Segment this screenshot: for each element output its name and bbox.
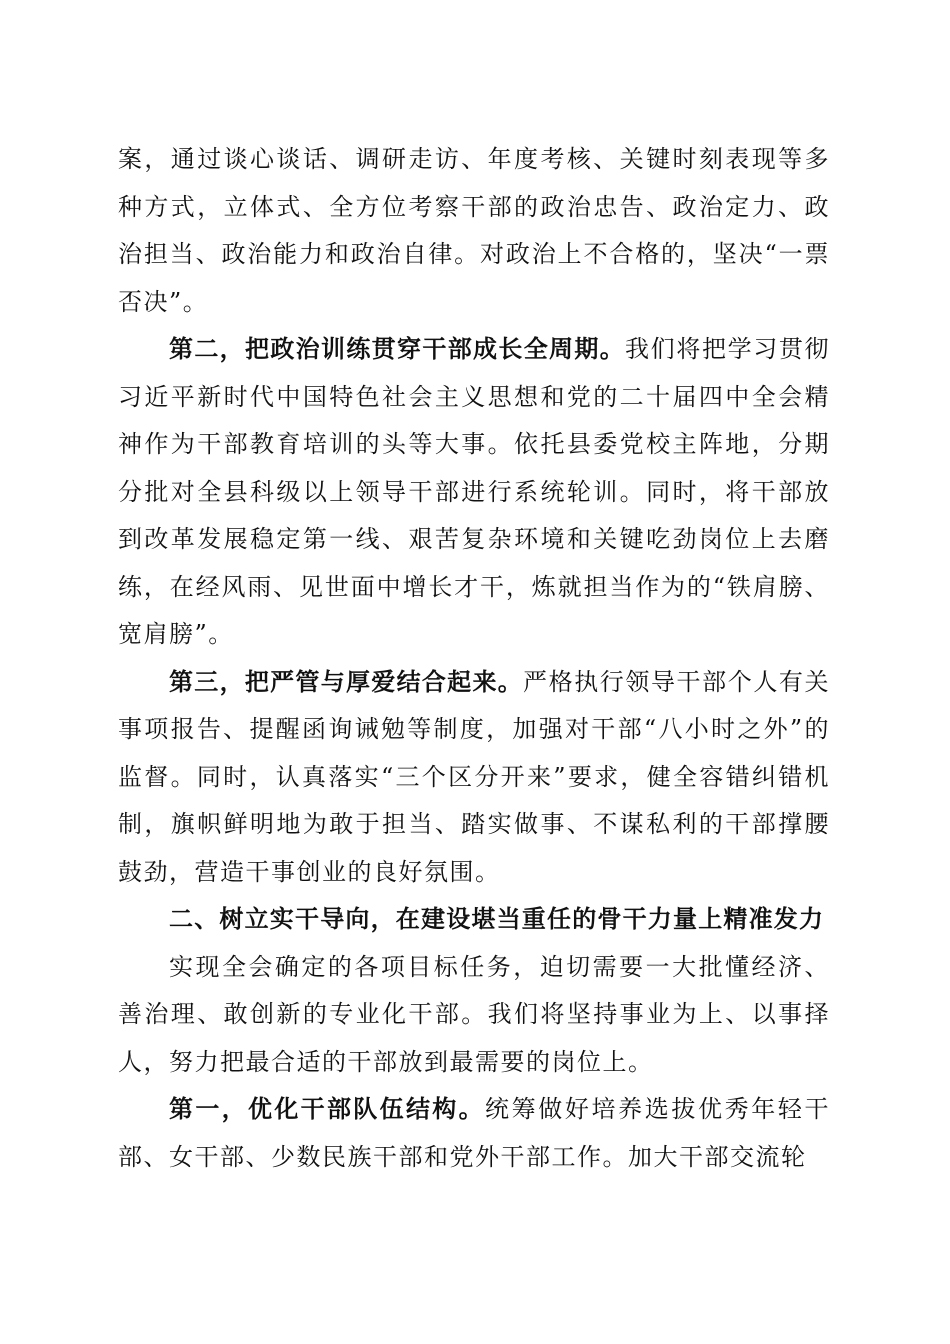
paragraph-text: 案，通过谈心谈话、调研走访、年度考核、关键时刻表现等多种方式，立体式、全方位考察干部的政治忠告、政治定力、政治担当、政治能力和政治自律。对政治上不合格的，坚决“一票否决”。: [118, 145, 830, 316]
paragraph-text: 统筹做好培养选拔优秀年轻干部、女干部、少数民族干部和党外干部工作。加大干部交流轮: [118, 1095, 830, 1171]
document-page: [118, 136, 830, 1181]
paragraph-point-one: [118, 1086, 830, 1181]
paragraph-text: 严格执行领导干部个人有关事项报告、提醒函询诫勉等制度，加强对干部“八小时之外”的监督。同时，认真落实“三个区分开来”要求，健全容错纠错机制，旗帜鲜明地为敢于担当、踏实做事、不谋私利的干部撑腰鼓劲，营造干事创业的良好氛围。: [118, 667, 830, 886]
paragraph-point-two: [118, 326, 830, 659]
paragraph-lead: 第一，优化干部队伍结构。: [169, 1095, 485, 1123]
paragraph-text: 实现全会确定的各项目标任务，迫切需要一大批懂经济、善治理、敢创新的专业化干部。我们将坚持事业为上、以事择人，努力把最合适的干部放到最需要的岗位上。: [118, 952, 830, 1076]
paragraph-lead: 第二，把政治训练贯穿干部成长全周期。: [169, 335, 626, 363]
section-heading: 二、树立实干导向，在建设堪当重任的骨干力量上精准发力: [169, 905, 825, 933]
paragraph-continuation: [118, 136, 830, 326]
paragraph-text: 我们将把学习贯彻习近平新时代中国特色社会主义思想和党的二十届四中全会精神作为干部教育培训的头等大事。依托县委党校主阵地，分期分批对全县科级以上领导干部进行系统轮训。同时，将干部放到改革发展稳定第一线、艰苦复杂环境和关键吃劲岗位上去磨练，在经风雨、见世面中增长才干，炼就担当作为的“铁肩膀、宽肩膀”。: [118, 335, 830, 648]
paragraph-point-three: [118, 659, 830, 897]
paragraph-section-intro: [118, 944, 830, 1087]
paragraph-lead: 第三，把严管与厚爱结合起来。: [169, 667, 524, 696]
